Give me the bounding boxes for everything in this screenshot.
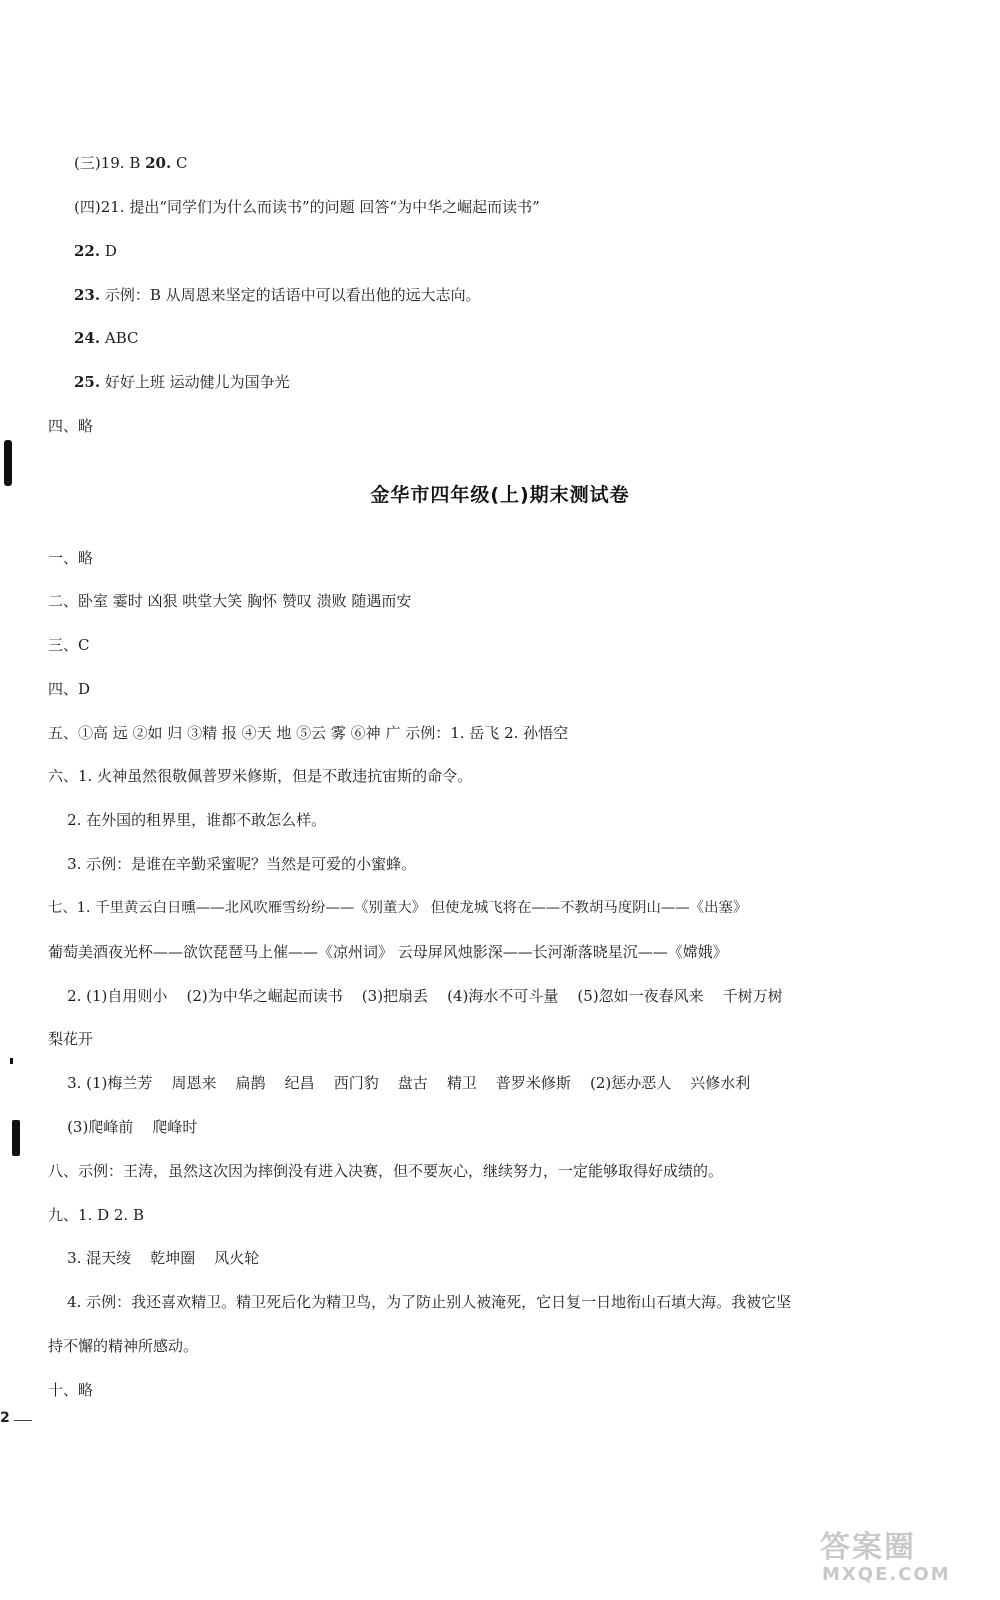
answer-line: 3. (1)梅兰芳 周恩来 扁鹊 纪昌 西门豹 盘古 精卫 普罗米修斯 (2)惩办恶人 兴修水利 xyxy=(48,1074,751,1092)
answer-line: 梨花开 xyxy=(48,1030,94,1048)
answer-line-25: 25. 好好上班 运动健儿为国争光 xyxy=(74,373,290,391)
scan-mark xyxy=(12,1120,20,1156)
answer-line: 四、D xyxy=(48,680,91,698)
answer-line: 4. 示例：我还喜欢精卫。精卫死后化为精卫鸟，为了防止别人被淹死，它日复一日地衔山石填大海。我被它坚 xyxy=(48,1293,792,1311)
answer-line: 持不懈的精神所感动。 xyxy=(48,1337,199,1355)
answer-line: 葡萄美酒夜光杯——欲饮琵琶马上催——《凉州词》 云母屏风烛影深——长河渐落晓星沉——《嫦娥》 xyxy=(48,943,728,961)
answer-line: 三、C xyxy=(48,636,90,654)
answer-line-24: 24. ABC xyxy=(74,329,139,347)
watermark-url: MXQE.COM xyxy=(822,1564,951,1585)
section-title: 金华市四年级(上)期末测试卷 xyxy=(370,484,630,506)
answer-line: 六、1. 火神虽然很敬佩普罗米修斯，但是不敢违抗宙斯的命令。 xyxy=(48,767,473,785)
answer-line-19-20: (三)19. B 20. C xyxy=(74,154,188,172)
answer-line: 2. 在外国的租界里，谁都不敢怎么样。 xyxy=(48,811,327,829)
answer-line: 二、卧室 霎时 凶狠 哄堂大笑 胸怀 赞叹 溃败 随遇而安 xyxy=(48,592,412,610)
watermark-text: 答案圈 xyxy=(820,1530,916,1565)
answer-line: (3)爬峰前 爬峰时 xyxy=(48,1118,198,1136)
answer-line: 一、略 xyxy=(48,549,94,567)
scan-mark xyxy=(4,440,12,486)
watermark-logo xyxy=(820,1522,980,1592)
page-number: 2 xyxy=(0,1410,10,1426)
answer-line: 五、①高 远 ②如 归 ③精 报 ④天 地 ⑤云 雾 ⑥神 广 示例：1. 岳飞 2. 孙悟空 xyxy=(48,724,569,742)
answer-line: 七、1. 千里黄云白日曛——北风吹雁雪纷纷——《别董大》 但使龙城飞将在——不教胡马度阴山——《出塞》 xyxy=(48,900,748,916)
page-number-dash xyxy=(14,1420,32,1421)
answer-line: 2. (1)自用则小 (2)为中华之崛起而读书 (3)把扇丢 (4)海水不可斗量 (5)忽如一夜春风来 千树万树 xyxy=(48,987,783,1005)
answer-line-21: (四)21. 提出“同学们为什么而读书”的问题 回答“为中华之崛起而读书” xyxy=(74,198,540,216)
answer-line-22: 22. D xyxy=(74,242,117,260)
answer-line: 十、略 xyxy=(48,1381,94,1399)
answer-line: 八、示例：王涛，虽然这次因为摔倒没有进入决赛，但不要灰心，继续努力，一定能够取得好成绩的。 xyxy=(48,1162,724,1180)
answer-line: 九、1. D 2. B xyxy=(48,1206,144,1224)
answer-line-four: 四、略 xyxy=(48,417,94,435)
answer-line: 3. 混天绫 乾坤圈 风火轮 xyxy=(48,1249,260,1267)
scan-mark xyxy=(10,1058,13,1064)
answer-line: 3. 示例：是谁在辛勤采蜜呢？当然是可爱的小蜜蜂。 xyxy=(48,855,417,873)
answer-line-23: 23. 示例：B 从周恩来坚定的话语中可以看出他的远大志向。 xyxy=(74,286,481,304)
